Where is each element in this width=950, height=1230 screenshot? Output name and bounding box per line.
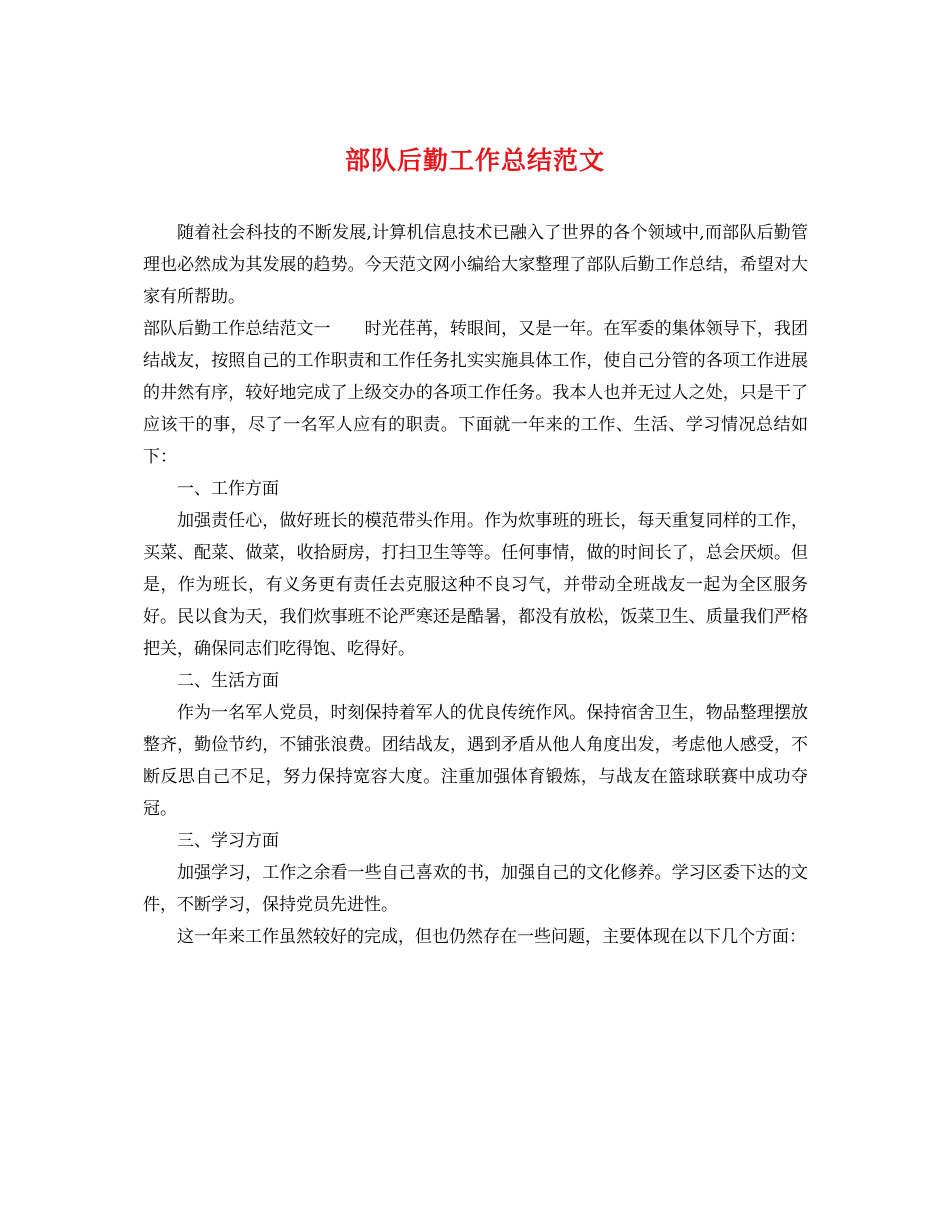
section-body-work: 加强责任心，做好班长的模范带头作用。作为炊事班的班长，每天重复同样的工作，买菜、配菜、做菜，收拾厨房，打扫卫生等等。任何事情，做的时间长了，总会厌烦。但是，作为班长，有义务更有责任去克服这种不良习气，并带动全班战友一起为全区服务好。民以食为天，我们炊事班不论严寒还是酷暑，都没有放松，饭菜卫生、质量我们严格把关，确保同志们吃得饱、吃得好。 bbox=[143, 511, 808, 659]
section-heading-life: 二、生活方面 bbox=[177, 671, 279, 691]
sample-heading: 部队后勤工作总结范文一 bbox=[143, 319, 331, 339]
section-body-study: 加强学习，工作之余看一些自己喜欢的书，加强自己的文化修养。学习区委下达的文件，不断学习，保持党员先进性。 bbox=[143, 863, 808, 915]
section-heading-study: 三、学习方面 bbox=[177, 831, 279, 851]
document-title: 部队后勤工作总结范文 bbox=[344, 146, 605, 175]
document-body bbox=[143, 217, 808, 953]
closing-paragraph: 这一年来工作虽然较好的完成，但也仍然存在一些问题，主要体现在以下几个方面： bbox=[177, 927, 806, 947]
sample-paragraph bbox=[143, 313, 808, 473]
intro-paragraph: 随着社会科技的不断发展,计算机信息技术已融入了世界的各个领域中,而部队后勤管理也必然成为其发展的趋势。今天范文网小编给大家整理了部队后勤工作总结，希望对大家有所帮助。 bbox=[143, 223, 808, 307]
sample-opening: 时光荏苒，转眼间，又是一年。在军委的集体领导下，我团结战友，按照自己的工作职责和工作任务扎实实施具体工作，使自己分管的各项工作进展的井然有序，较好地完成了上级交办的各项工作任务。我本人也并无过人之处，只是干了应该干的事，尽了一名军人应有的职责。下面就一年来的工作、生活、学习情况总结如下： bbox=[143, 319, 809, 467]
section-heading-work: 一、工作方面 bbox=[177, 479, 279, 499]
section-body-life: 作为一名军人党员，时刻保持着军人的优良传统作风。保持宿舍卫生，物品整理摆放整齐，勤俭节约，不铺张浪费。团结战友，遇到矛盾从他人角度出发，考虑他人感受，不断反思自己不足，努力保持宽容大度。注重加强体育锻炼，与战友在篮球联赛中成功夺冠。 bbox=[143, 703, 808, 819]
